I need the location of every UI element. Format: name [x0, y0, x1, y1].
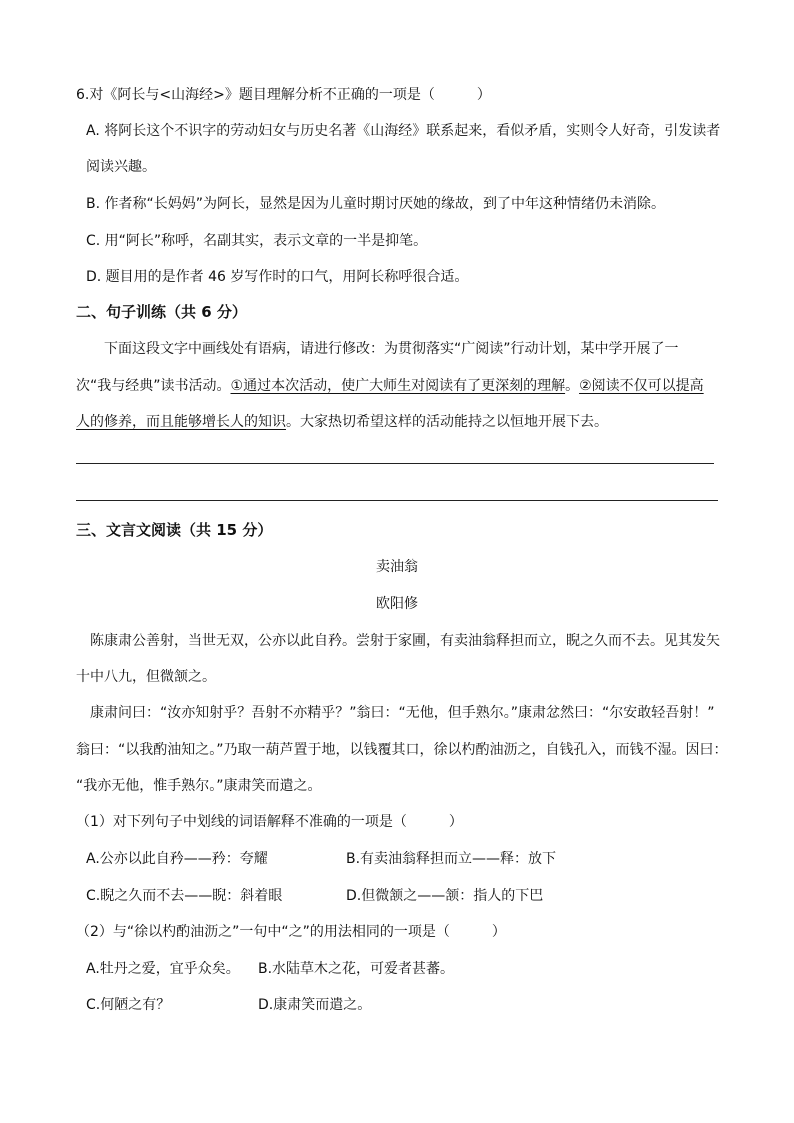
section-2-para-line3 — [76, 412, 608, 432]
section-2-para-line1: 下面这段文字中画线处有语病，请进行修改：为贯彻落实“广阅读”行动计划，某中学开展了一 — [104, 341, 679, 357]
q1-option-d: D.但微颔之——颔：指人的下巴 — [346, 888, 544, 904]
answer-line-2[interactable] — [76, 500, 718, 501]
question-1-stem: （1）对下列句子中划线的词语解释不准确的一项是（ ） — [76, 814, 463, 830]
passage-p2-line3: “我亦无他，惟手熟尔。”康肃笑而遣之。 — [76, 778, 322, 794]
passage-author: 欧阳修 — [376, 596, 418, 612]
option-b: B. 作者称“长妈妈”为阿长，显然是因为儿童时期讨厌她的缘故，到了中年这种情绪仍未消除。 — [86, 196, 666, 212]
underlined-sentence-1: ①通过本次活动，使广大师生对阅读有了更深刻的理解 — [230, 378, 566, 394]
q2-option-d: D.康肃笑而遣之。 — [258, 997, 372, 1013]
para-line2-mid: 。 — [565, 378, 580, 394]
section-2-heading: 二、句子训练（共 6 分） — [76, 303, 247, 321]
option-c: C. 用“阿长”称呼，名副其实，表示文章的一半是抑笔。 — [86, 233, 428, 249]
q1-option-c: C.睨之久而不去——睨：斜着眼 — [86, 888, 283, 904]
para-line2-plain: 次“我与经典”读书活动。 — [76, 378, 231, 394]
passage-title: 卖油翁 — [376, 559, 418, 575]
passage-p2-line2: 翁曰：“以我酌油知之。”乃取一葫芦置于地，以钱覆其口，徐以杓酌油沥之，自钱孔入，而钱不湿。因曰： — [76, 742, 728, 758]
question-2-stem: （2）与“徐以杓酌油沥之”一句中“之”的用法相同的一项是（ ） — [76, 924, 506, 940]
question-6-stem: 6.对《阿长与<山海经>》题目理解分析不正确的一项是（ ） — [76, 87, 491, 103]
option-d: D. 题目用的是作者 46 岁写作时的口气，用阿长称呼很合适。 — [86, 269, 469, 285]
passage-p2-line1: 康肃问曰：“汝亦知射乎？吾射不亦精乎？”翁曰：“无他，但手熟尔。”康肃忿然曰：“尔安敢轻吾射！” — [90, 705, 715, 721]
passage-p1-line1: 陈康肃公善射，当世无双，公亦以此自矜。尝射于家圃，有卖油翁释担而立，睨之久而不去。见其发矢 — [90, 633, 720, 649]
q2-option-a: A.牡丹之爱，宜乎众矣。 — [86, 961, 240, 977]
q2-option-c: C.何陋之有？ — [86, 997, 171, 1013]
q2-option-b: B.水陆草木之花，可爱者甚蕃。 — [258, 961, 455, 977]
section-3-heading: 三、文言文阅读（共 15 分） — [76, 521, 273, 539]
option-a-line1: A. 将阿长这个不识字的劳动妇女与历史名著《山海经》联系起来，看似矛盾，实则令人好奇，引发读者 — [86, 123, 721, 139]
passage-p1-line2: 十中八九，但微颔之。 — [76, 669, 216, 685]
underlined-sentence-2b: 人的修养，而且能够增长人的知识 — [76, 414, 286, 430]
underlined-sentence-2a: ②阅读不仅可以提高 — [579, 378, 704, 394]
section-2-para-line2 — [76, 376, 704, 396]
option-a-line2: 阅读兴趣。 — [86, 159, 156, 175]
para-line3-plain: 。大家热切希望这样的活动能持之以恒地开展下去。 — [286, 414, 608, 430]
q1-option-b: B.有卖油翁释担而立——释：放下 — [346, 851, 557, 867]
answer-line-1[interactable] — [76, 463, 714, 464]
q1-option-a: A.公亦以此自矜——矜：夸耀 — [86, 851, 268, 867]
